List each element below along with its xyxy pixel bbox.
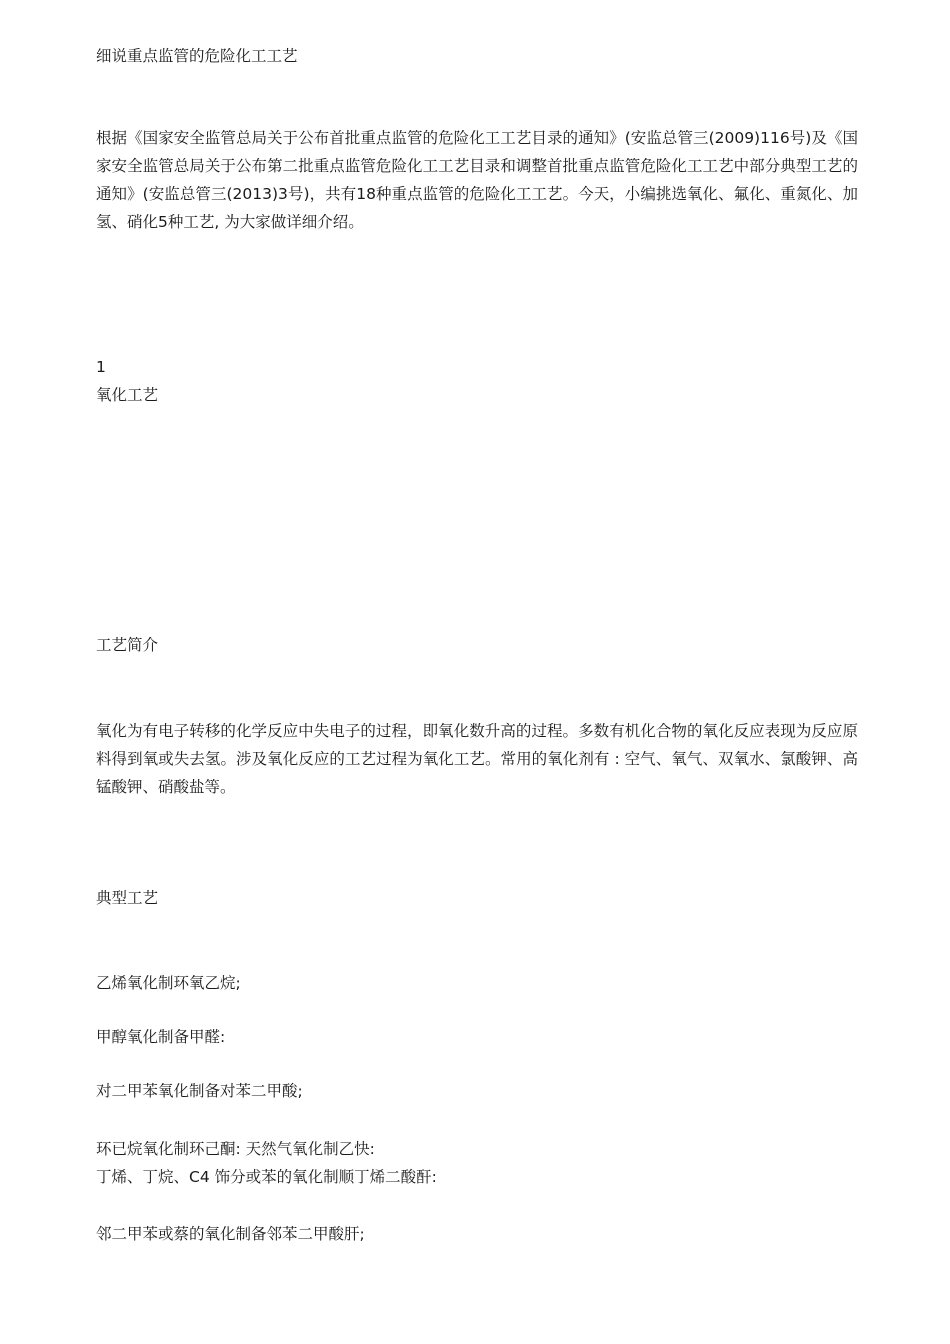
- typical-item: 甲醇氧化制备甲醛:: [96, 1028, 226, 1046]
- overview-paragraph: 氧化为有电子转移的化学反应中失电子的过程，即氧化数升高的过程。多数有机化合物的氧化反应表现为反应原料得到氧或失去氢。涉及氧化反应的工艺过程为氧化工艺。常用的氧化剂有 : 空气、氧气、双氧水、氯酸钾、高锰酸钾、硝酸盐等。: [96, 722, 858, 796]
- typical-item: 丁烯、丁烷、C4 饰分或苯的氧化制顺丁烯二酸酐:: [96, 1168, 437, 1186]
- intro-paragraph: 根据《国家安全监管总局关于公布首批重点监管的危险化工工艺目录的通知》(安监总管三(2009)116号)及《国家安全监管总局关于公布第二批重点监管危险化工工艺目录和调整首批重点监管危险化工工艺中部分典型工艺的通知》(安监总管三(2013)3号)，共有18种重点监管的危险化工工艺。今天，小编挑选氧化、氟化、重氮化、加氢、硝化5种工艺, 为大家做详细介绍。: [96, 129, 858, 231]
- typical-item: 邻二甲苯或蔡的氧化制备邻苯二甲酸肝;: [96, 1225, 365, 1243]
- typical-item: 乙烯氧化制环氧乙烷;: [96, 974, 241, 992]
- overview-heading: 工艺简介: [96, 636, 159, 654]
- section-title: 氧化工艺: [96, 386, 159, 404]
- typical-item: 对二甲苯氧化制备对苯二甲酸;: [96, 1082, 303, 1100]
- typical-heading: 典型工艺: [96, 889, 159, 907]
- typical-item: 环已烷氧化制环己酮: 天然气氧化制乙快:: [96, 1140, 375, 1158]
- section-number: 1: [96, 358, 106, 376]
- document-title: 细说重点监管的危险化工工艺: [96, 47, 298, 65]
